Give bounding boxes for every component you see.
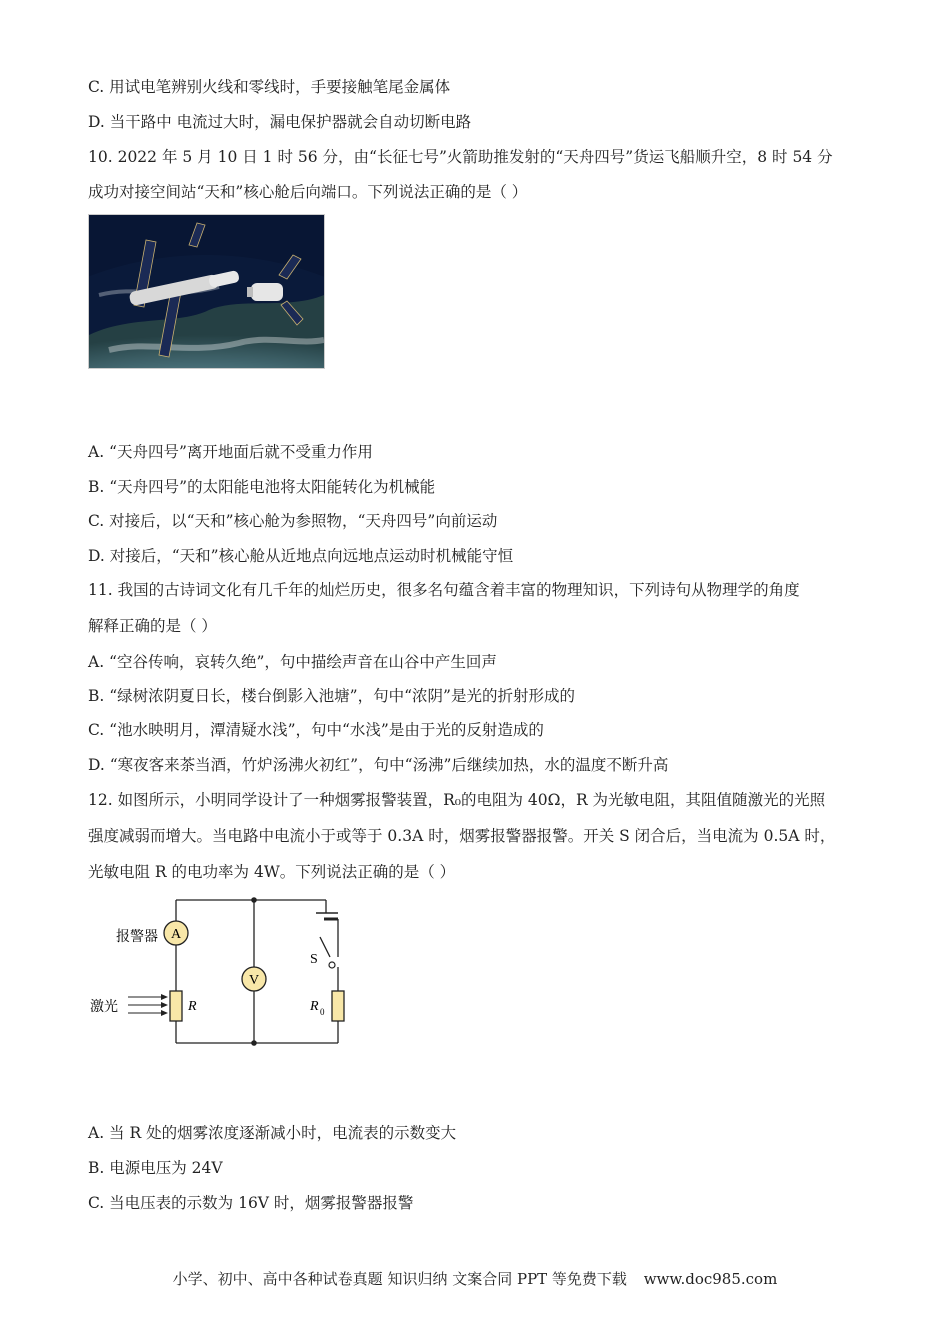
question-10-stem-cont: 成功对接空间站“天和”核心舱后向端口。下列说法正确的是（ ） — [88, 183, 528, 201]
option-10a: A. “天舟四号”离开地面后就不受重力作用 — [88, 443, 373, 461]
space-station-photo — [88, 214, 325, 369]
question-11-stem: 11. 我国的古诗词文化有几千年的灿烂历史，很多名句蕴含着丰富的物理知识，下列诗句从物理学的角度 — [88, 581, 800, 599]
question-12-stem: 12. 如图所示，小明同学设计了一种烟雾报警装置，R₀的电阻为 40Ω，R 为光敏电阻，其阻值随激光的光照 — [88, 791, 826, 809]
question-12-stem-cont2: 光敏电阻 R 的电功率为 4W。下列说法正确的是（ ） — [88, 863, 456, 881]
switch-contact — [329, 962, 335, 968]
option-9c: C. 用试电笔辨别火线和零线时，手要接触笔尾金属体 — [88, 78, 451, 96]
option-10c: C. 对接后，以“天和”核心舱为参照物，“天舟四号”向前运动 — [88, 512, 498, 530]
option-12b: B. 电源电压为 24V — [88, 1159, 223, 1177]
r-label: R — [188, 999, 197, 1014]
r0-label: R — [310, 999, 319, 1014]
option-12a: A. 当 R 处的烟雾浓度逐渐减小时，电流表的示数变大 — [88, 1124, 457, 1142]
circuit-diagram — [88, 893, 358, 1053]
question-12-stem-cont: 强度减弱而增大。当电路中电流小于或等于 0.3A 时，烟雾报警器报警。开关 S 闭合后，当电流为 0.5A 时， — [88, 827, 836, 845]
question-11-stem-cont: 解释正确的是（ ） — [88, 617, 217, 635]
option-12c: C. 当电压表的示数为 16V 时，烟雾报警器报警 — [88, 1194, 414, 1212]
alarm-label: 报警器 — [116, 929, 158, 945]
resistor-r0 — [332, 991, 344, 1021]
option-11d: D. “寒夜客来茶当酒，竹炉汤沸火初红”，句中“汤沸”后继续加热，水的温度不断升高 — [88, 756, 669, 774]
photoresistor-r — [170, 991, 182, 1021]
option-10d: D. 对接后，“天和”核心舱从近地点向远地点运动时机械能守恒 — [88, 547, 514, 565]
footer-text: 小学、初中、高中各种试卷真题 知识归纳 文案合同 PPT 等免费下载 — [172, 1270, 627, 1288]
laser-label: 激光 — [90, 999, 118, 1015]
switch-label: S — [310, 952, 318, 967]
footer-link[interactable]: www.doc985.com — [643, 1270, 778, 1288]
option-10b: B. “天舟四号”的太阳能电池将太阳能转化为机械能 — [88, 478, 436, 496]
option-9d: D. 当干路中 电流过大时，漏电保护器就会自动切断电路 — [88, 113, 472, 131]
option-11c: C. “池水映明月，潭清疑水浅”，句中“水浅”是由于光的反射造成的 — [88, 721, 544, 739]
option-11a: A. “空谷传响，哀转久绝”，句中描绘声音在山谷中产生回声 — [88, 653, 497, 671]
r0-subscript: 0 — [320, 1007, 325, 1017]
question-10-stem: 10. 2022 年 5 月 10 日 1 时 56 分，由“长征七号”火箭助推发射的“天舟四号”货运飞船顺升空，8 时 54 分 — [88, 148, 833, 166]
voltmeter-label: V — [248, 973, 260, 988]
ammeter-label: A — [170, 927, 182, 942]
laser-arrows — [128, 997, 164, 1013]
space-station-illustration — [89, 215, 324, 368]
page-footer — [0, 1268, 950, 1289]
option-11b: B. “绿树浓阴夏日长，楼台倒影入池塘”，句中“浓阴”是光的折射形成的 — [88, 687, 575, 705]
